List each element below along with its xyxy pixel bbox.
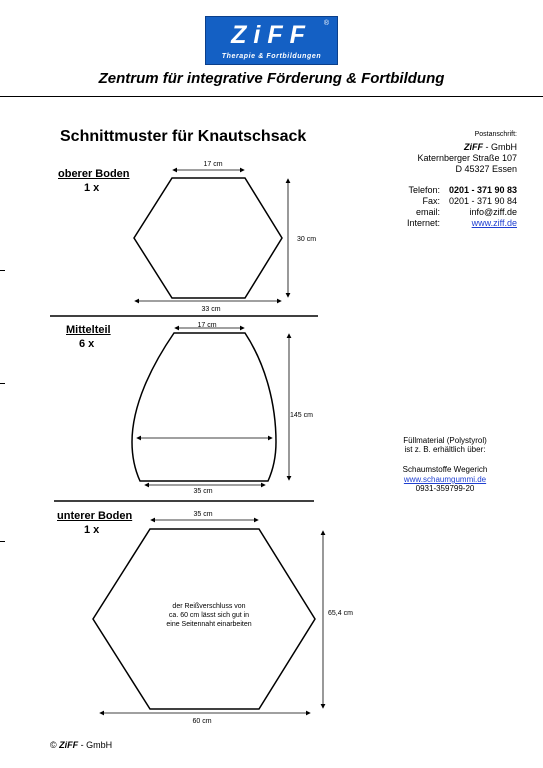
postanschrift-label: Postanschrift: <box>474 131 517 138</box>
page-title: Schnittmuster für Knautschsack <box>60 128 307 145</box>
section-label-oberer-boden: oberer Boden <box>58 168 130 180</box>
street: Katernberger Straße 107 <box>417 153 517 163</box>
zipper-note: eine Seitennaht einarbeiten <box>166 621 252 628</box>
logo-subtitle: Therapie & Fortbildungen <box>221 53 322 60</box>
dim-label-height: 65,4 cm <box>328 610 353 617</box>
dim-label-bottom: 33 cm <box>201 306 221 313</box>
filler-website-link[interactable]: www.schaumgummi.de <box>403 475 487 484</box>
section-count-oberer-boden: 1 x <box>84 182 100 194</box>
shape-mittelteil <box>132 333 276 481</box>
fax-label: Fax: <box>422 196 440 206</box>
dim-label-top: 17 cm <box>203 161 223 168</box>
copyright-symbol: © <box>50 740 57 750</box>
footer-brand: ZiFF <box>59 740 79 750</box>
margin-tick <box>0 270 5 271</box>
hexagon-oberer-boden <box>134 178 282 298</box>
dim-label-height: 145 cm <box>290 412 313 419</box>
filler-phone: 0931-359799-20 <box>415 484 475 493</box>
section-count-mittelteil: 6 x <box>79 338 95 350</box>
internet-link[interactable]: www.ziff.de <box>471 218 517 228</box>
section-count-unterer-boden: 1 x <box>84 524 100 536</box>
section-label-mittelteil: Mittelteil <box>66 324 111 336</box>
footer-copyright <box>50 740 112 750</box>
filler-supplier: Schaumstoffe Wegerich <box>402 465 488 474</box>
internet-label: Internet: <box>406 218 440 228</box>
margin-tick <box>0 383 5 384</box>
email-label: email: <box>415 207 440 217</box>
fax-value: 0201 - 371 90 84 <box>448 196 517 206</box>
dim-label-height: 30 cm <box>297 236 317 243</box>
company-brand: ZiFF <box>463 142 483 152</box>
footer-suffix: - GmbH <box>78 740 113 750</box>
telefon-value: 0201 - 371 90 83 <box>448 185 517 195</box>
filler-line1: Füllmaterial (Polystyrol) <box>403 436 487 445</box>
section-label-unterer-boden: unterer Boden <box>57 510 133 522</box>
tagline: Zentrum für integrative Förderung & Fortbildung <box>98 70 445 87</box>
city: D 45327 Essen <box>455 164 517 174</box>
telefon-label: Telefon: <box>408 185 440 195</box>
filler-line2: ist z. B. erhältlich über: <box>404 445 486 454</box>
hexagon-unterer-boden <box>93 529 315 709</box>
dim-label-bottom: 35 cm <box>193 488 213 495</box>
dim-label-bottom: 60 cm <box>192 718 212 725</box>
company-name <box>464 142 517 152</box>
registered-mark: ® <box>323 20 329 27</box>
company-suffix: - GmbH <box>482 142 517 152</box>
email-value[interactable]: info@ziff.de <box>469 207 517 217</box>
zipper-note: ca. 60 cm lässt sich gut in <box>168 612 250 619</box>
zipper-note: der Reißverschluss von <box>172 603 246 610</box>
dim-label-top: 35 cm <box>193 511 213 518</box>
margin-tick <box>0 541 5 542</box>
dim-label-top: 17 cm <box>197 322 217 329</box>
logo-text: ZiFF <box>231 21 312 49</box>
